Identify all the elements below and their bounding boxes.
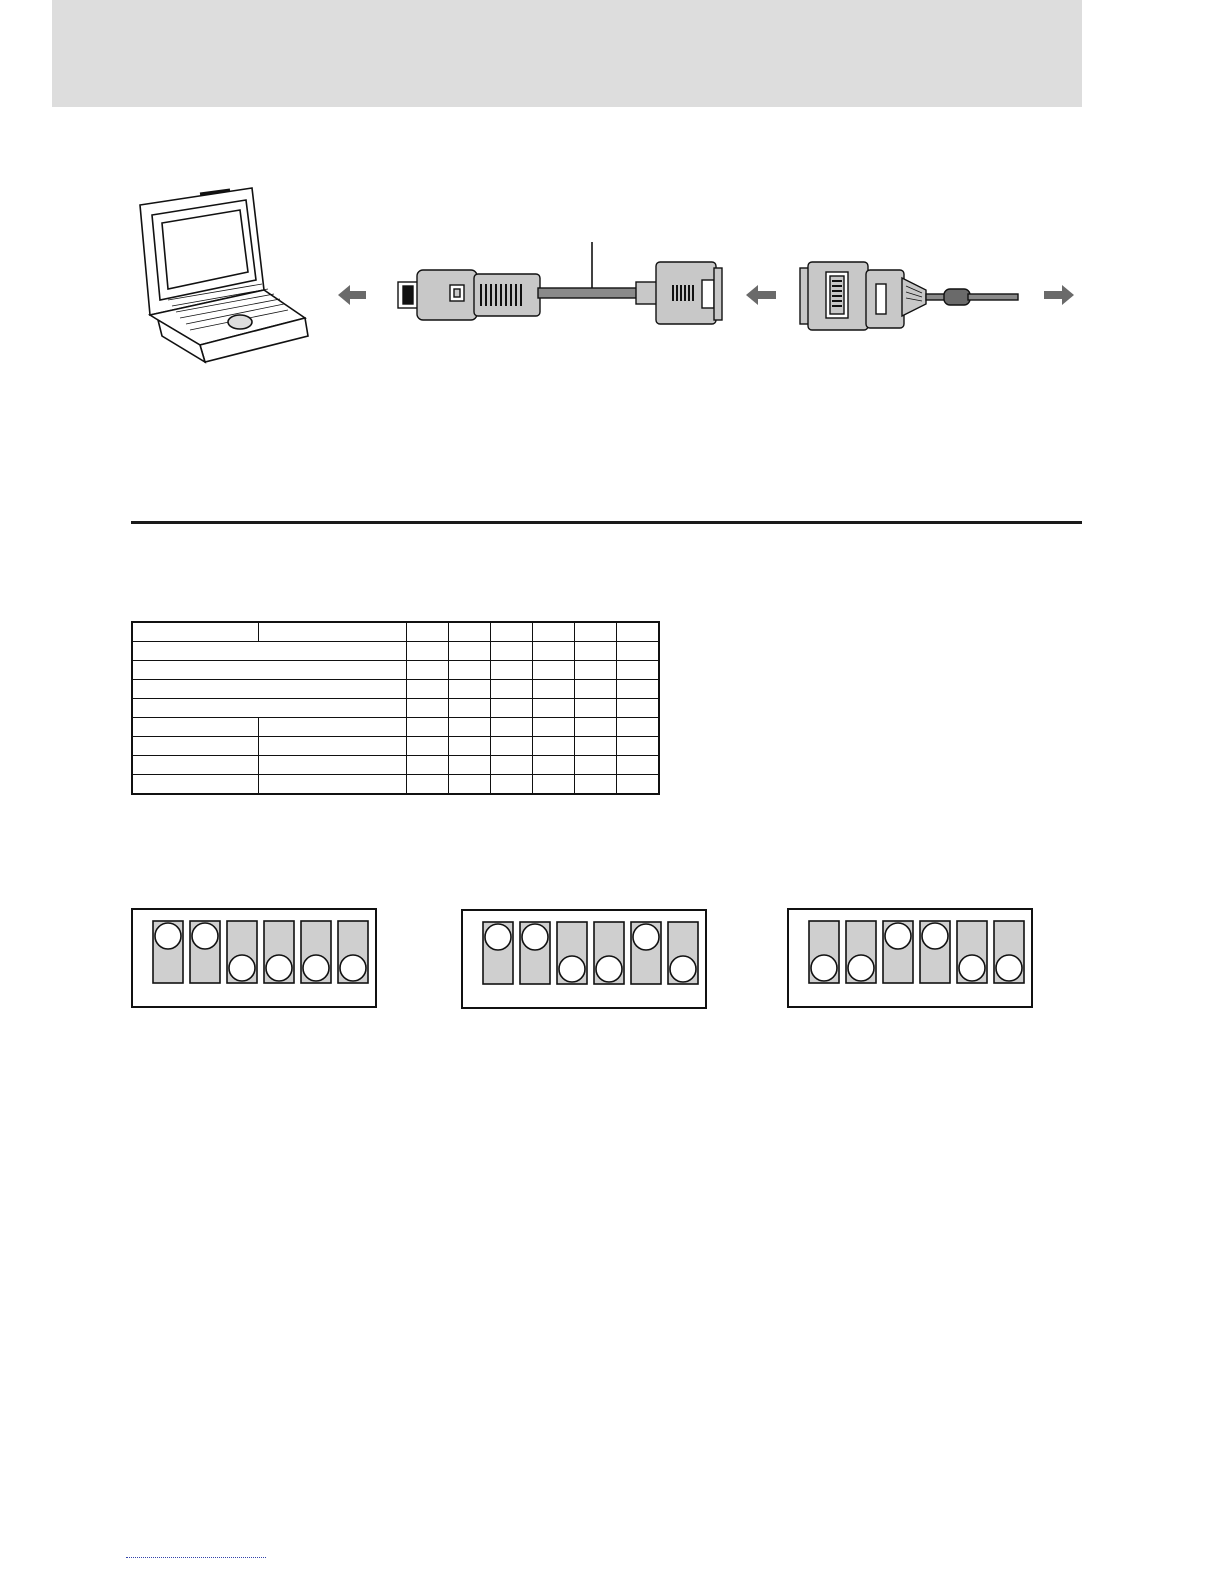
- dip-switch-knob: [192, 923, 218, 949]
- dip-switch-knob: [229, 955, 255, 981]
- dip-switch-knob: [155, 923, 181, 949]
- table-row: [132, 661, 659, 680]
- dip-switch-knob: [340, 955, 366, 981]
- dip-switch-5: [957, 921, 987, 983]
- arrow-left-icon: [746, 285, 776, 305]
- table-row: [132, 622, 659, 642]
- dip-switch-1: [153, 921, 183, 983]
- dip-switch-4: [264, 921, 294, 983]
- dip-switch-knob: [522, 924, 548, 950]
- dip-switch-2: [190, 921, 220, 983]
- dip-switch-knob: [633, 924, 659, 950]
- dip-switch-diagram-1: [131, 908, 379, 1010]
- dip-switch-knob: [848, 955, 874, 981]
- dip-switch-knob: [303, 955, 329, 981]
- dip-switch-knob: [596, 956, 622, 982]
- dip-switch-knob: [811, 955, 837, 981]
- header-band: [52, 0, 1082, 107]
- footer-rule: [126, 1557, 266, 1558]
- dip-switch-6: [668, 922, 698, 984]
- table-row: [132, 775, 659, 795]
- dip-switch-2: [846, 921, 876, 983]
- dip-switch-diagram-3: [787, 908, 1035, 1010]
- dip-switch-knob: [996, 955, 1022, 981]
- dip-switch-1: [483, 922, 513, 984]
- dip-switch-3: [227, 921, 257, 983]
- arrow-right-icon: [1044, 285, 1074, 305]
- laptop-icon: [140, 188, 308, 362]
- section-divider: [131, 521, 1082, 524]
- dip-switch-diagram-2: [461, 909, 709, 1011]
- dip-switch-4: [920, 921, 950, 983]
- dip-switch-2: [520, 922, 550, 984]
- table-row: [132, 756, 659, 775]
- dip-switch-3: [557, 922, 587, 984]
- table-row: [132, 737, 659, 756]
- dip-switch-5: [301, 921, 331, 983]
- dip-switch-3: [883, 921, 913, 983]
- dip-switch-knob: [559, 956, 585, 982]
- arrow-left-icon: [338, 285, 366, 305]
- dip-switch-5: [631, 922, 661, 984]
- settings-table: [131, 621, 660, 795]
- dip-switch-6: [338, 921, 368, 983]
- mac-connector-icon: [398, 242, 722, 324]
- table-row: [132, 680, 659, 699]
- dip-switch-4: [594, 922, 624, 984]
- table-row: [132, 642, 659, 661]
- table-row: [132, 699, 659, 718]
- connection-illustration: [0, 170, 1225, 370]
- dip-switch-knob: [959, 955, 985, 981]
- dip-switch-1: [809, 921, 839, 983]
- dip-switch-6: [994, 921, 1024, 983]
- dip-switch-knob: [922, 923, 948, 949]
- vga-adapter-icon: [800, 262, 1018, 330]
- dip-switch-knob: [266, 955, 292, 981]
- dip-switch-knob: [485, 924, 511, 950]
- dip-switch-knob: [885, 923, 911, 949]
- table-row: [132, 718, 659, 737]
- dip-switch-knob: [670, 956, 696, 982]
